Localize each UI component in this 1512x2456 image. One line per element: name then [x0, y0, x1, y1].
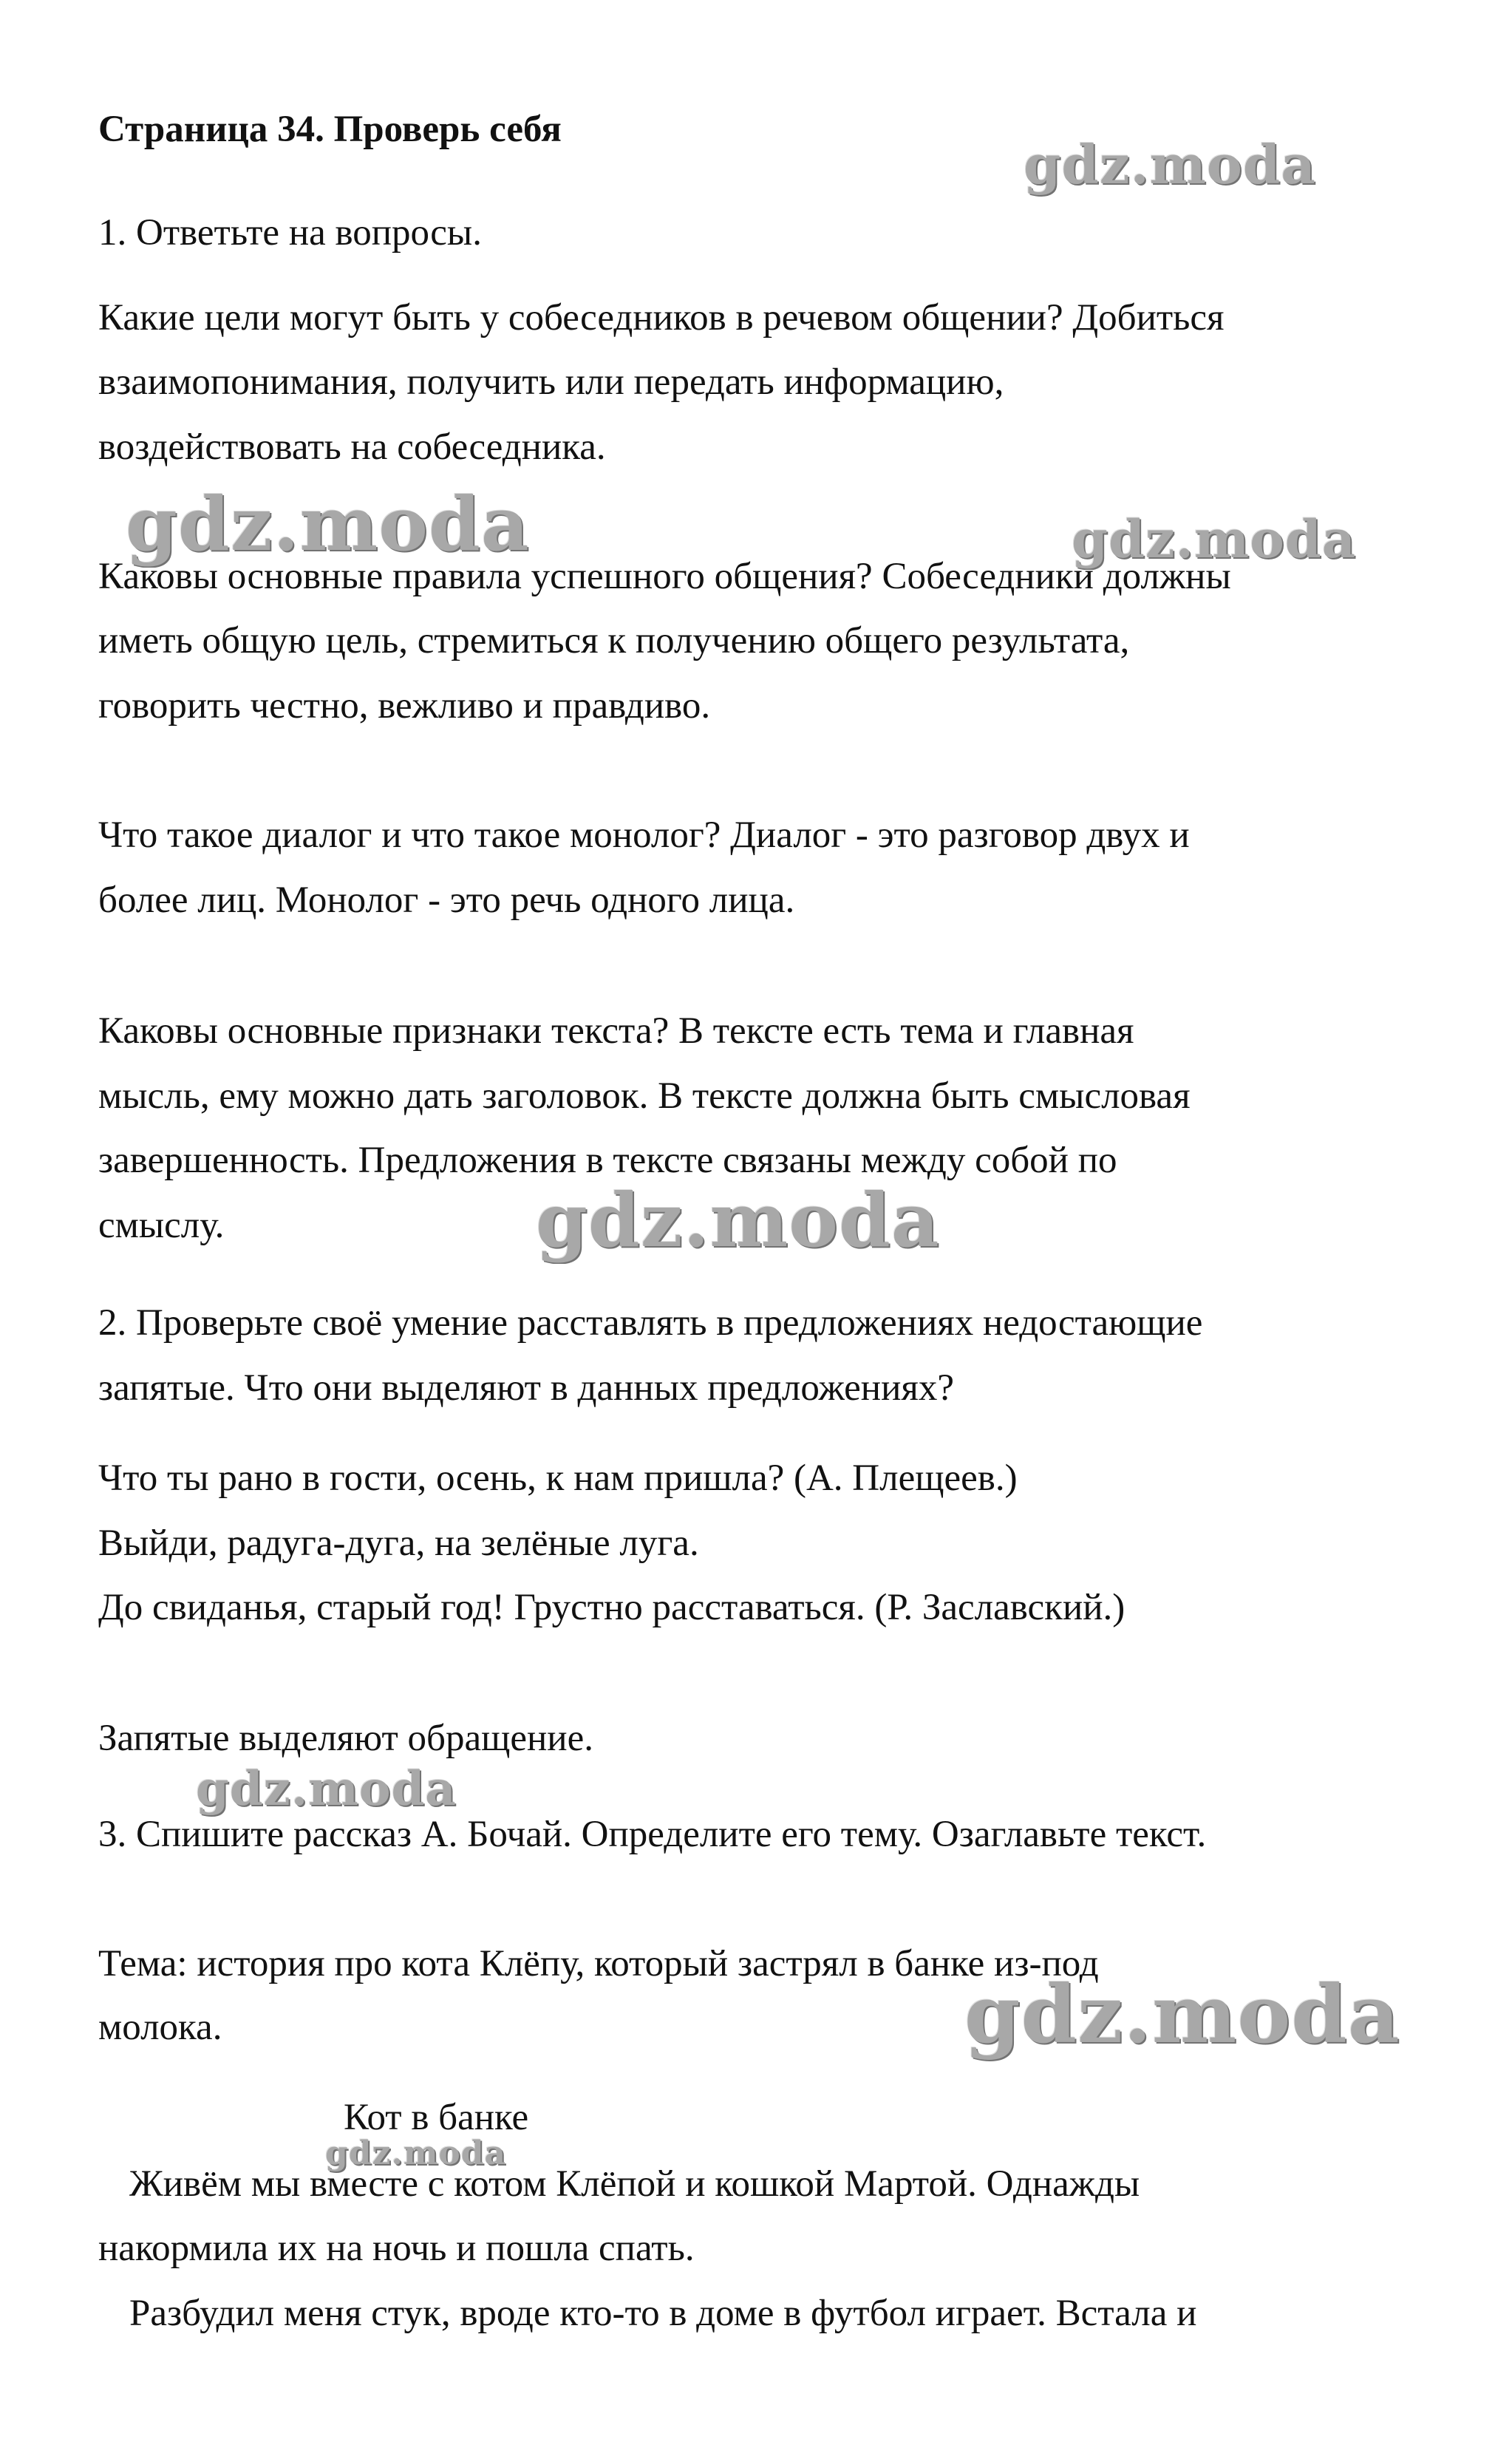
sentence-3: До свиданья, старый год! Грустно расставаться. (Р. Заславский.) — [98, 1587, 1126, 1628]
story-line-2: накормила их на ночь и пошла спать. — [98, 2228, 695, 2269]
page-title: Страница 34. Проверь себя — [98, 109, 562, 150]
theme-line-2: молока. — [98, 2007, 222, 2048]
answer-1-line-3: воздействовать на собеседника. — [98, 426, 606, 468]
answer-3-line-1: Что такое диалог и что такое монолог? Диалог - это разговор двух и — [98, 814, 1190, 856]
watermark-5: gdz.moda — [196, 1761, 457, 1817]
answer-4-line-1: Каковы основные признаки текста? В тексте есть тема и главная — [98, 1010, 1134, 1052]
theme-line-1: Тема: история про кота Клёпу, который застрял в банке из-под — [98, 1943, 1099, 1984]
question-3-heading: 3. Спишите рассказ А. Бочай. Определите его тему. Озаглавьте текст. — [98, 1814, 1207, 1855]
answer-4-line-4: смыслу. — [98, 1205, 225, 1246]
answer-4-line-2: мысль, ему можно дать заголовок. В тексте должна быть смысловая — [98, 1075, 1191, 1117]
sentence-1: Что ты рано в гости, осень, к нам пришла? (А. Плещеев.) — [98, 1457, 1018, 1499]
story-line-3: Разбудил меня стук, вроде кто-то в доме в футбол играет. Встала и — [129, 2293, 1197, 2334]
answer-2-line-3: говорить честно, вежливо и правдиво. — [98, 685, 711, 727]
story-title: Кот в банке — [344, 2097, 529, 2138]
question-2-heading-line-2: запятые. Что они выделяют в данных предложениях? — [98, 1367, 954, 1409]
watermark-6: gdz.moda — [964, 1968, 1400, 2061]
sentence-2: Выйди, радуга-дуга, на зелёные луга. — [98, 1523, 699, 1564]
watermark-1: gdz.moda — [1024, 133, 1316, 196]
answer-3-line-2: более лиц. Монолог - это речь одного лица. — [98, 880, 795, 921]
story-line-1: Живём мы вместе с котом Клёпой и кошкой Мартой. Однажды — [129, 2163, 1140, 2205]
answer-1-line-1: Какие цели могут быть у собеседников в речевом общении? Добиться — [98, 297, 1225, 339]
question-2-heading-line-1: 2. Проверьте своё умение расставлять в предложениях недостающие — [98, 1302, 1203, 1344]
question-1-heading: 1. Ответьте на вопросы. — [98, 212, 482, 254]
answer-1-line-2: взаимопонимания, получить или передать информацию, — [98, 361, 1004, 403]
watermark-7: gdz.moda — [325, 2134, 507, 2172]
question-2-answer: Запятые выделяют обращение. — [98, 1718, 593, 1759]
watermark-2: gdz.moda — [126, 480, 530, 568]
watermark-3: gdz.moda — [1072, 508, 1357, 570]
answer-4-line-3: завершенность. Предложения в тексте связаны между собой по — [98, 1140, 1117, 1181]
answer-2-line-1: Каковы основные правила успешного общения? Собеседники должны — [98, 556, 1231, 597]
watermark-4: gdz.moda — [536, 1177, 940, 1264]
answer-2-line-2: иметь общую цель, стремиться к получению общего результата, — [98, 620, 1130, 661]
